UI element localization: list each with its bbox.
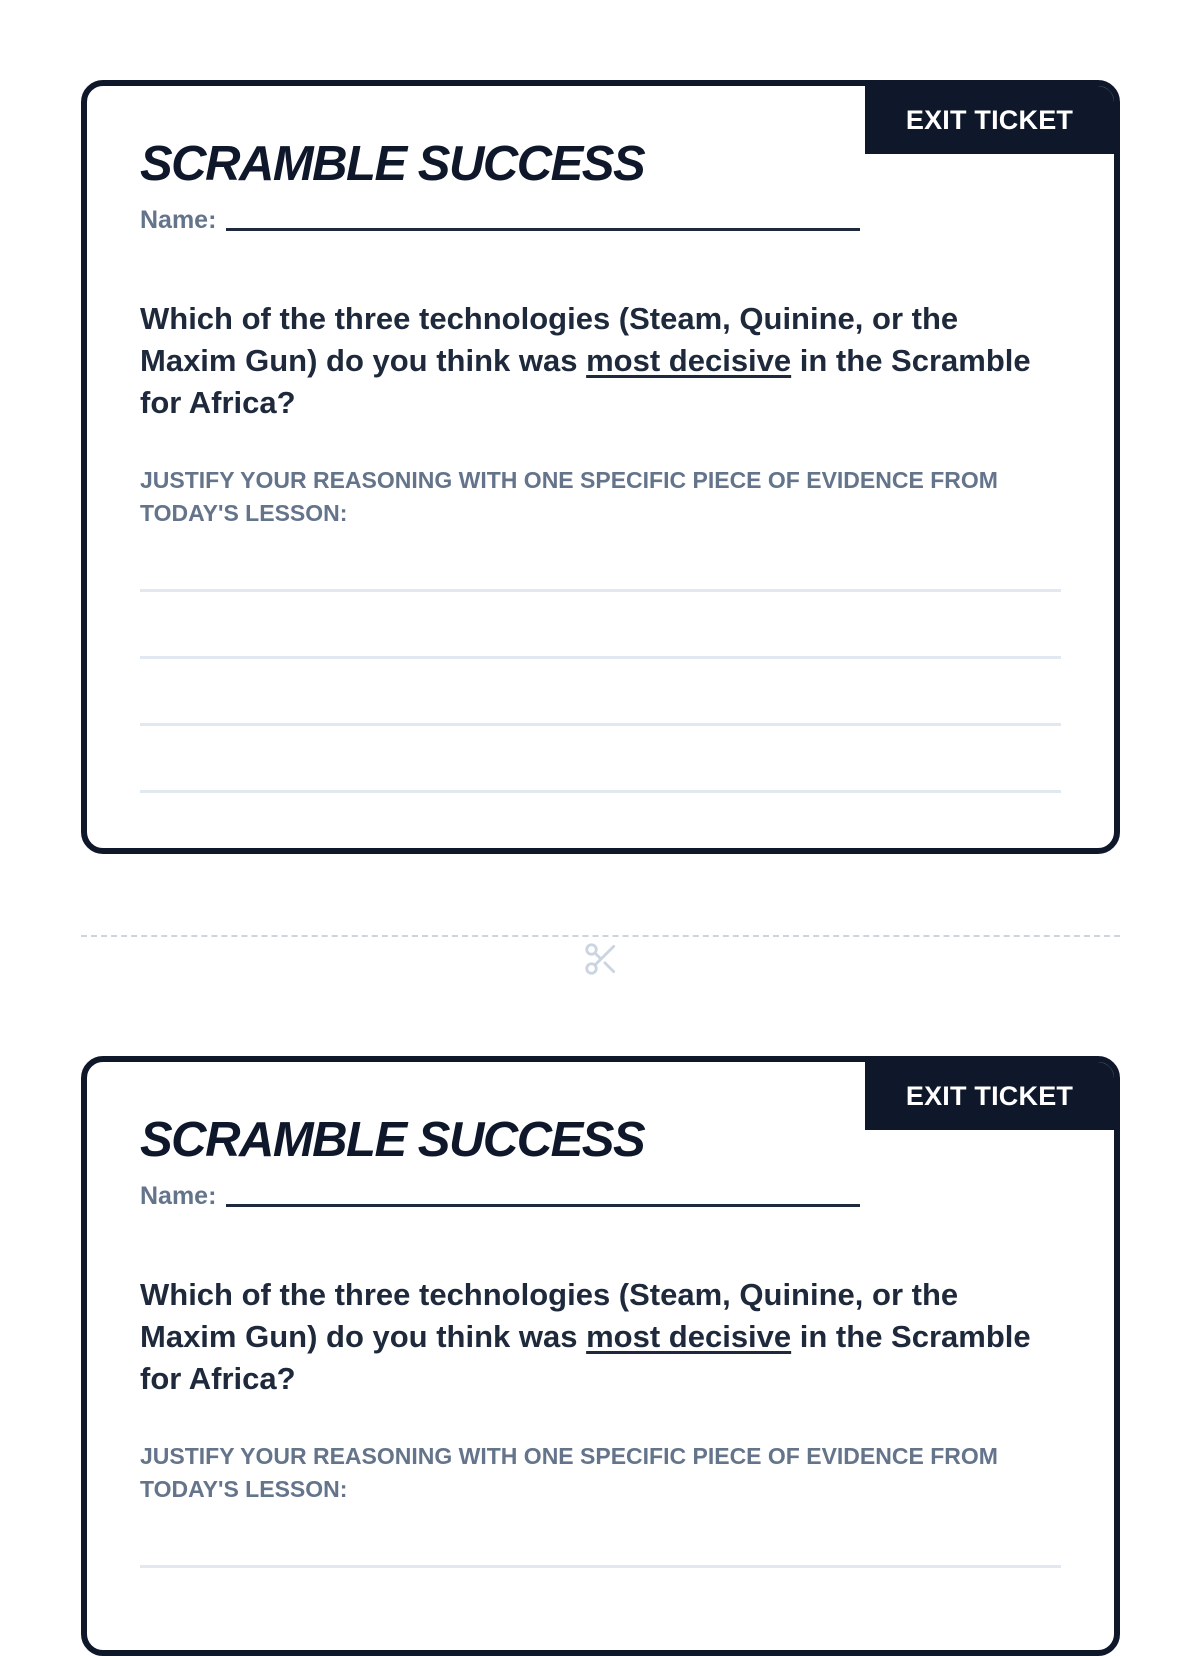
question-text (140, 1274, 1055, 1400)
name-field-row (140, 1182, 860, 1211)
cut-line (81, 935, 1120, 937)
question-part-2: in the Scramble for Africa? (140, 1319, 1031, 1396)
answer-line[interactable] (140, 589, 1061, 592)
justify-prompt: JUSTIFY YOUR REASONING WITH ONE SPECIFIC PIECE OF EVIDENCE FROM TODAY'S LESSON: (140, 1443, 998, 1502)
scissors-icon (582, 940, 620, 978)
answer-line[interactable] (140, 1565, 1061, 1568)
question-part-1: Which of the three technologies (Steam, Quinine, or the Maxim Gun) do you think was (140, 301, 959, 378)
ticket-title: SCRAMBLE SUCCESS (140, 137, 645, 191)
question-emphasis: most decisive (586, 343, 792, 378)
name-write-line[interactable] (226, 228, 860, 231)
question-part-1: Which of the three technologies (Steam, Quinine, or the Maxim Gun) do you think was (140, 1277, 959, 1354)
exit-ticket-card (81, 80, 1120, 854)
question-emphasis: most decisive (586, 1319, 792, 1354)
justify-prompt: JUSTIFY YOUR REASONING WITH ONE SPECIFIC PIECE OF EVIDENCE FROM TODAY'S LESSON: (140, 467, 998, 526)
answer-line[interactable] (140, 790, 1061, 793)
answer-line[interactable] (140, 656, 1061, 659)
exit-ticket-badge: EXIT TICKET (865, 86, 1114, 154)
exit-ticket-badge: EXIT TICKET (865, 1062, 1114, 1130)
ticket-title: SCRAMBLE SUCCESS (140, 1113, 645, 1167)
question-text (140, 298, 1055, 424)
name-label: Name: (140, 206, 217, 234)
answer-line[interactable] (140, 723, 1061, 726)
name-field-row (140, 206, 860, 235)
name-write-line[interactable] (226, 1204, 860, 1207)
name-label: Name: (140, 1182, 217, 1210)
question-part-2: in the Scramble for Africa? (140, 343, 1031, 420)
exit-ticket-card (81, 1056, 1120, 1656)
